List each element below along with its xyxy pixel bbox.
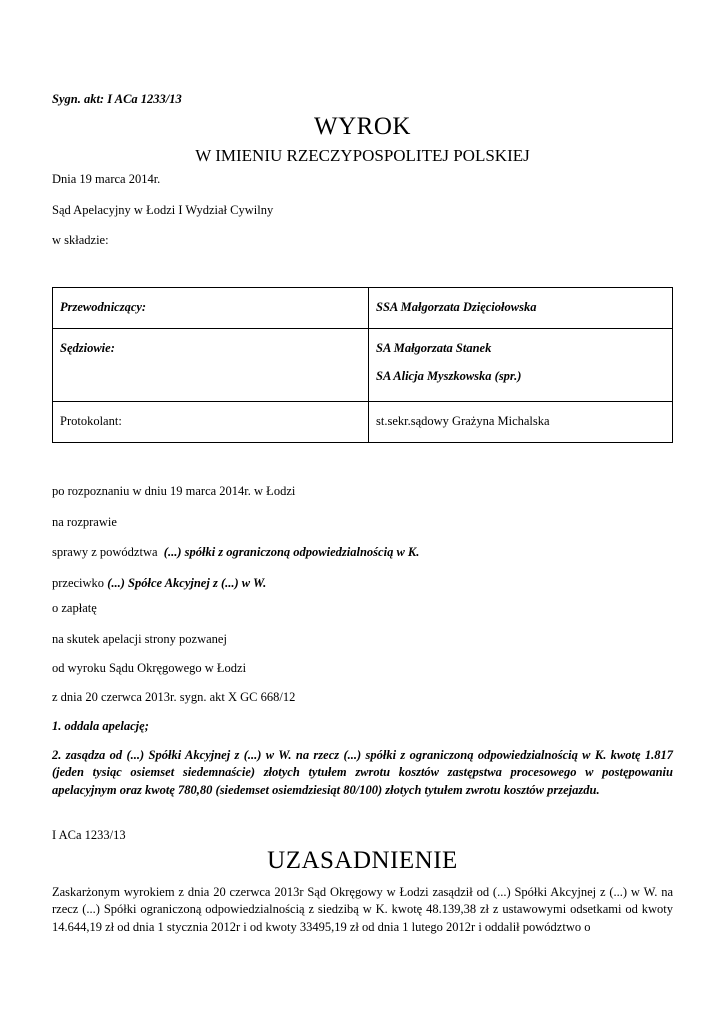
- plaintiff-prefix: sprawy z powództwa: [52, 545, 158, 559]
- plaintiff-party: (...) spółki z ograniczoną odpowiedzialnością w K.: [163, 545, 420, 559]
- proceedings-line-8: z dnia 20 czerwca 2013r. sygn. akt X GC 668/12: [52, 690, 296, 704]
- defendant-party: (...) Spółce Akcyjnej z (...) w W.: [107, 576, 267, 590]
- composition-intro: w składzie:: [52, 233, 109, 247]
- document-subtitle: W IMIENIU RZECZYPOSPOLITEJ POLSKIEJ: [195, 146, 530, 165]
- judge-1: SA Małgorzata Stanek: [376, 341, 492, 355]
- case-signature: Sygn. akt: I ACa 1233/13: [52, 92, 182, 106]
- proceedings-line-1: po rozpoznaniu w dniu 19 marca 2014r. w Łodzi: [52, 484, 296, 498]
- ruling-date: Dnia 19 marca 2014r.: [52, 172, 161, 186]
- ruling-point-1: 1. oddala apelację;: [52, 719, 149, 733]
- composition-row-chair: [53, 288, 673, 329]
- proceedings-line-2: na rozprawie: [52, 515, 117, 529]
- composition-row-clerk: [53, 402, 673, 443]
- composition-table: [52, 287, 673, 443]
- justification-heading: UZASADNIENIE: [267, 847, 458, 874]
- defendant-prefix: przeciwko: [52, 576, 105, 590]
- court-name: Sąd Apelacyjny w Łodzi I Wydział Cywilny: [52, 203, 274, 217]
- ruling-point-2: 2. zasądza od (...) Spółki Akcyjnej z (...) w W. na rzecz (...) spółki z ograniczoną odpowiedzialnością w K. kwotę 1.817 (jeden tysiąc osiemset siedemnaście) złotych tytułem zwrotu kosztów zastępstwa procesowego w postępowaniu apelacyjnym oraz kwotę 780,80 (siedemset osiemdziesiąt 80/100) złotych tytułem zwrotu kosztów przejazdu.: [52, 748, 673, 797]
- proceedings-line-4: [52, 576, 266, 591]
- proceedings-line-7: od wyroku Sądu Okręgowego w Łodzi: [52, 661, 247, 675]
- judge-2: SA Alicja Myszkowska (spr.): [376, 369, 522, 383]
- document-title: WYROK: [314, 113, 411, 140]
- judges-label: Sędziowie:: [60, 341, 115, 355]
- justification-case-ref: I ACa 1233/13: [52, 828, 126, 842]
- proceedings-line-5: o zapłatę: [52, 601, 97, 615]
- clerk-label: Protokolant:: [60, 414, 122, 428]
- proceedings-line-6: na skutek apelacji strony pozwanej: [52, 632, 227, 646]
- proceedings-line-3: [52, 545, 419, 560]
- composition-row-judges: [53, 329, 673, 402]
- clerk-value: st.sekr.sądowy Grażyna Michalska: [376, 414, 550, 428]
- chair-value: SSA Małgorzata Dzięciołowska: [376, 300, 537, 314]
- justification-text: Zaskarżonym wyrokiem z dnia 20 czerwca 2013r Sąd Okręgowy w Łodzi zasądził od (...) Spółki Akcyjnej z (...) w W. na rzecz (...) Spółki ograniczoną odpowiedzialnością z siedzibą w K. kwotę 48.139,38 zł z ustawowymi odsetkami od kwoty 14.644,19 zł od dnia 1 stycznia 2012r i od kwoty 33495,19 zł od dnia 1 lutego 2012r i oddalił powództwo o: [52, 885, 673, 934]
- chair-label: Przewodniczący:: [60, 300, 147, 314]
